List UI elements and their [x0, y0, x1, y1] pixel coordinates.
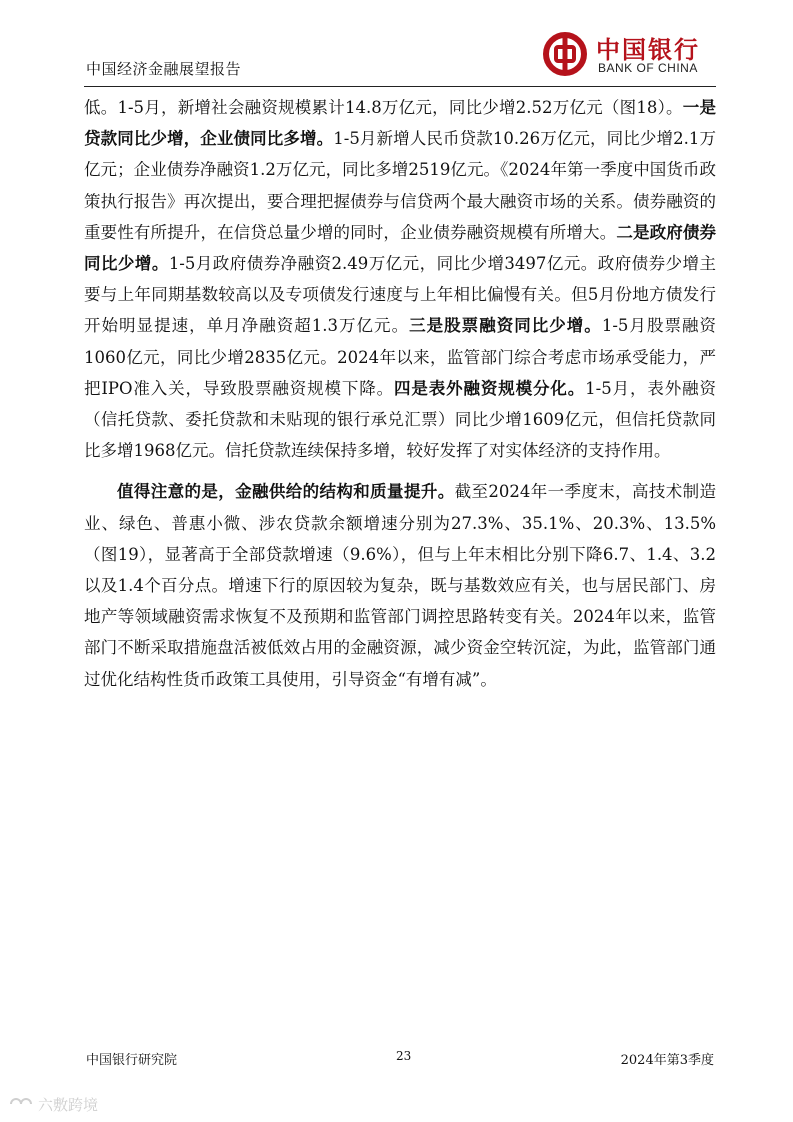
text-run: 1-5月股票融资1060亿元，同比少增2835亿元。2024年以来，监管部门综合考虑市场承受能力，严把IPO准入关，导致股票融资规模下降。	[84, 316, 716, 398]
paragraph-financial-structure	[84, 476, 716, 694]
bold-heading-government-bonds: 二是政府债券同比少增。	[84, 222, 717, 274]
header-divider	[84, 86, 716, 87]
paragraph-social-financing	[84, 92, 716, 466]
bold-heading-structure: 值得注意的是，金融供给的结构和质量提升。	[117, 482, 455, 502]
bold-heading-equity: 三是股票融资同比少增。	[409, 316, 602, 336]
watermark-text: 六敷跨境	[38, 1096, 99, 1114]
logo-english-name: BANK OF CHINA	[598, 61, 698, 75]
text-run: 截至2024年一季度末，高技术制造业、绿色、普惠小微、涉农贷款余额增速分别为27.3%、35.1%、20.3%、13.5%（图19），显著高于全部贷款增速（9.6%），但与上年末相比分别下降6.7、1.4、3.2以及1.4个百分点。增速下行的原因较为复杂，既与基数效应有关，也与居民部门、房地产等领域融资需求恢复不及预期和监管部门调控思路转变有关。2024年以来，监管部门不断采取措施盘活被低效占用的金融资源，减少资金空转沉淀，为此，监管部门通过优化结构性货币政策工具使用，引导资金“有增有减”。	[84, 482, 716, 689]
text-run: 1-5月，表外融资（信托贷款、委托贷款和未贴现的银行承兑汇票）同比少增1609亿元，但信托贷款同比多增1968亿元。信托贷款连续保持多增，较好发挥了对实体经济的支持作用。	[84, 378, 716, 461]
footer-period: 2024年第3季度	[620, 1053, 714, 1068]
page-number: 23	[396, 1049, 412, 1063]
logo-chinese-name: 中国银行	[596, 35, 700, 64]
bold-heading-off-balance: 四是表外融资规模分化。	[394, 378, 586, 398]
footer-institute: 中国银行研究院	[86, 1053, 178, 1068]
text-run: 低。1-5月，新增社会融资规模累计14.8万亿元，同比少增2.52万亿元（图18）。	[84, 98, 683, 117]
text-run: 1-5月政府债券净融资2.49万亿元，同比少增3497亿元。政府债券少增主要与上年同期基数较高以及专项债发行速度与上年相比偏慢有关。但5月份地方债发行开始明显提速，单月净融资超1.3万亿元。	[84, 254, 716, 336]
bank-of-china-logo	[542, 28, 712, 80]
watermark	[8, 1094, 98, 1115]
bold-heading-loans: 一是贷款同比少增，企业债同比多增。	[84, 98, 717, 149]
report-title: 中国经济金融展望报告	[86, 60, 242, 78]
page-header	[84, 28, 716, 86]
bank-of-china-emblem-icon	[542, 31, 588, 77]
watermark-logo-icon	[8, 1096, 34, 1112]
report-body	[84, 92, 716, 695]
text-run: 1-5月新增人民币贷款10.26万亿元，同比少增2.1万亿元；企业债券净融资1.2万亿元，同比多增2519亿元。《2024年第一季度中国货币政策执行报告》再次提出，要合理把握债券与信贷两个最大融资市场的关系。债券融资的重要性有所提升，在信贷总量少增的同时，企业债券融资规模有所增大。	[84, 129, 716, 242]
